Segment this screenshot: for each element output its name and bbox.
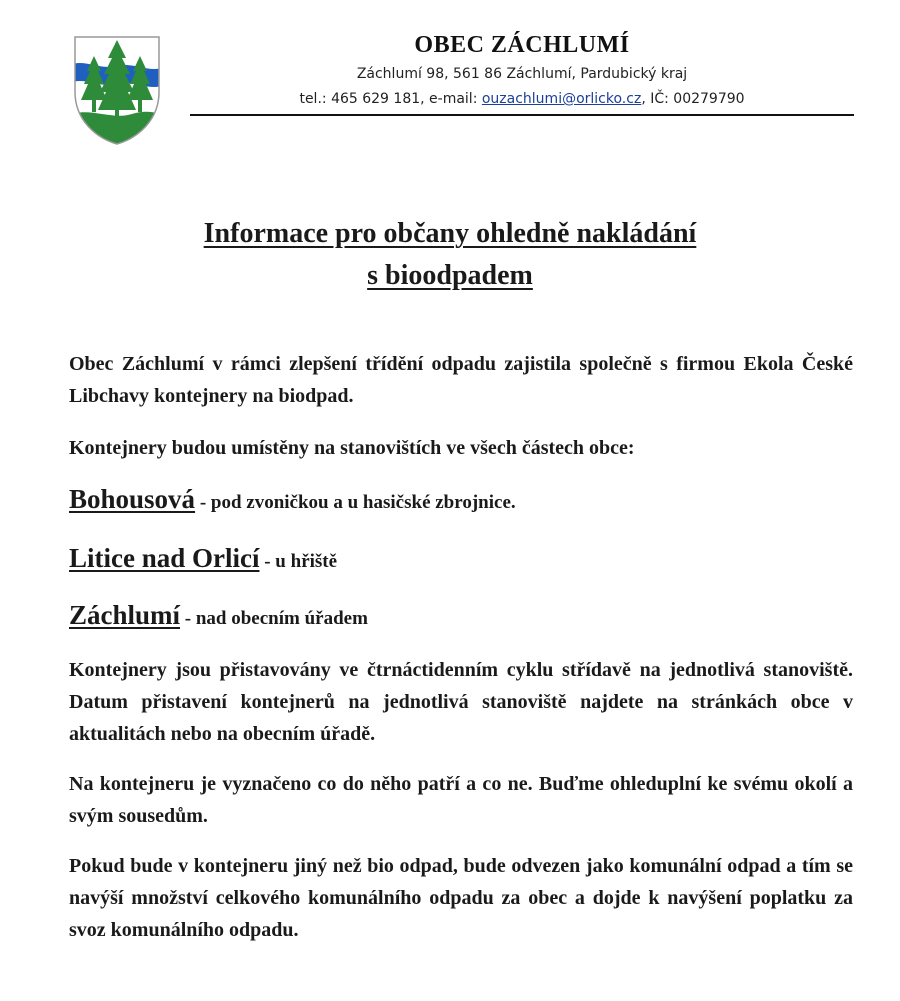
rules-paragraph: Na kontejneru je vyznačeno co do něho patří a co ne. Buďme ohleduplní ke svému okolí a svým sousedům. (69, 773, 853, 827)
location-item (69, 600, 853, 631)
location-name: Bohousová (69, 484, 196, 514)
contact-suffix: , IČ: 00279790 (641, 91, 745, 107)
penalty-paragraph: Pokud bude v kontejneru jiný než bio odpad, bude odvezen jako komunální odpad a tím se navýší množství celkového komunálního odpadu za obec a dojde k navýšení poplatku za svoz komunálního odpadu. (69, 855, 853, 941)
location-item (69, 543, 853, 574)
municipality-address: Záchlumí 98, 561 86 Záchlumí, Pardubický kraj (356, 66, 688, 82)
location-description: - u hřiště (259, 551, 338, 572)
email-link[interactable]: ouzachlumi@orlicko.cz (481, 91, 642, 107)
intro-paragraph: Obec Záchlumí v rámci zlepšení třídění odpadu zajistila společně s firmou Ekola České Libchavy kontejnery na biodpad. (69, 353, 853, 407)
contact-prefix: tel.: 465 629 181, e-mail: (299, 91, 482, 107)
location-name: Litice nad Orlicí (69, 543, 260, 573)
location-description: - pod zvoničkou a u hasičské zbrojnice. (195, 492, 516, 513)
location-description: - nad obecním úřadem (180, 608, 368, 629)
municipality-name: OBEC ZÁCHLUMÍ (414, 32, 630, 58)
document-title-line-1: Informace pro občany ohledně nakládání (203, 218, 697, 249)
coat-of-arms-icon (72, 34, 162, 146)
locations-intro-paragraph: Kontejnery budou umístěny na stanovištích ve všech částech obce: (69, 437, 635, 459)
location-item (69, 484, 853, 515)
header-divider (190, 114, 854, 116)
schedule-paragraph: Kontejnery jsou přistavovány ve čtrnáctidenním cyklu střídavě na jednotlivá stanoviště. Datum přistavení kontejnerů na jednotlivá stanoviště najdete na stránkách obce v aktualitách nebo na obecním úřadě. (69, 659, 853, 745)
document-title-line-2: s bioodpadem (367, 260, 533, 291)
municipality-contact (190, 91, 854, 107)
document-title (0, 213, 900, 297)
location-name: Záchlumí (69, 600, 181, 630)
